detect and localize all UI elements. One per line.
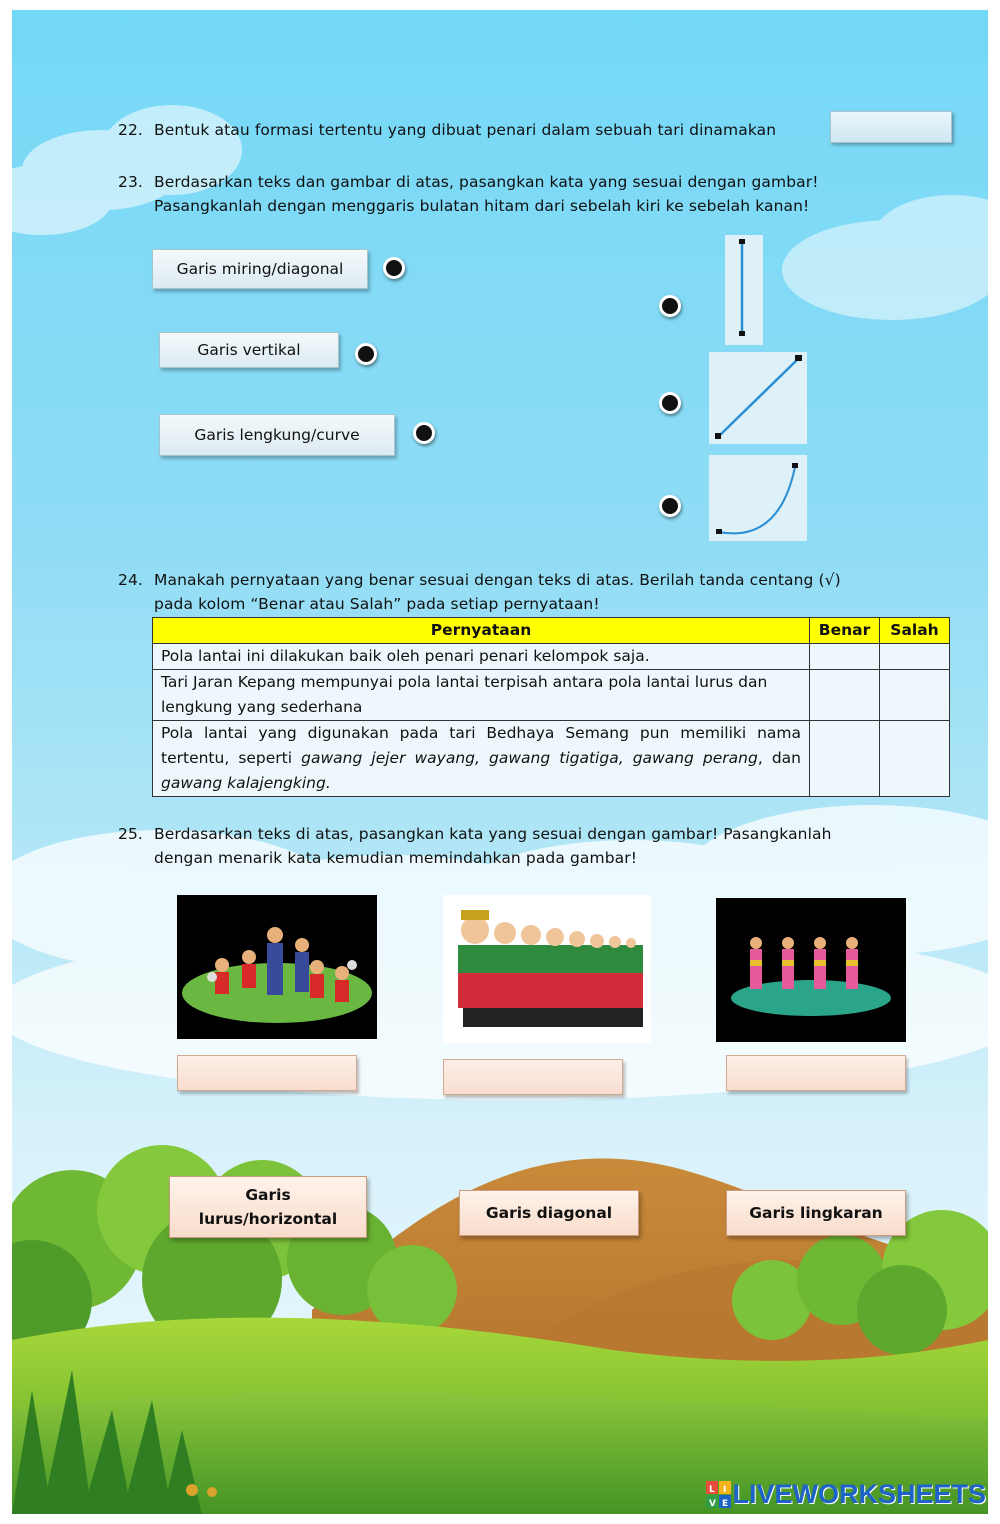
statement-text: , dan <box>757 749 801 767</box>
question-number: 23. <box>118 173 143 191</box>
answer-input-22[interactable] <box>830 111 952 143</box>
match-word-label: Garis vertikal <box>197 341 301 359</box>
false-check-cell[interactable] <box>880 644 950 670</box>
right-dot-1[interactable] <box>659 295 681 317</box>
right-dot-2[interactable] <box>659 392 681 414</box>
header-true: Benar <box>810 618 880 644</box>
drag-word-circle[interactable] <box>726 1190 906 1236</box>
drag-word-label: Garis lingkaran <box>749 1204 883 1222</box>
statement-cell: Tari Jaran Kepang mempunyai pola lantai terpisah antara pola lantai lurus dan lengkung yang sederhana <box>153 670 810 721</box>
dancers-straight-row-image <box>443 895 651 1043</box>
dancers-circle-formation-image <box>177 895 377 1039</box>
true-check-cell[interactable] <box>810 721 880 797</box>
brand-name: LIVEWORKSHEETS <box>732 1479 986 1509</box>
statement-cell: Pola lantai ini dilakukan baik oleh penari penari kelompok saja. <box>153 644 810 670</box>
question-text: Bentuk atau formasi tertentu yang dibuat penari dalam sebuah tari dinamakan <box>154 121 777 139</box>
drop-zone-1[interactable] <box>177 1055 357 1091</box>
table-row <box>153 644 950 670</box>
left-dot-1[interactable] <box>383 257 405 279</box>
true-check-cell[interactable] <box>810 670 880 721</box>
match-word-vertical[interactable] <box>159 332 339 368</box>
statement-italic: gawang kalajengking. <box>161 774 331 792</box>
statement-text: Pola lantai yang digunakan pada tari Bedhaya Semang pun memiliki nama tertentu, seperti <box>161 724 801 767</box>
left-dot-2[interactable] <box>355 343 377 365</box>
liveworksheets-logo <box>706 1479 986 1510</box>
header-statement: Pernyataan <box>153 618 810 644</box>
statement-cell <box>153 721 810 797</box>
question-text-line2: Pasangkanlah dengan menggaris bulatan hitam dari sebelah kiri ke sebelah kanan! <box>154 197 810 215</box>
false-check-cell[interactable] <box>880 670 950 721</box>
vertical-line-image <box>725 235 763 345</box>
cloud-right <box>782 195 988 320</box>
question-number: 22. <box>118 121 143 139</box>
svg-text:I: I <box>723 1484 727 1495</box>
drag-word-diagonal[interactable] <box>459 1190 639 1236</box>
false-check-cell[interactable] <box>880 721 950 797</box>
question-text-line1: Berdasarkan teks dan gambar di atas, pasangkan kata yang sesuai dengan gambar! <box>154 173 819 191</box>
left-dot-3[interactable] <box>413 422 435 444</box>
question-text-line1: Manakah pernyataan yang benar sesuai dengan teks di atas. Berilah tanda centang (√) <box>154 571 841 589</box>
statement-table <box>152 617 950 797</box>
curve-line-image <box>709 455 807 541</box>
drop-zone-2[interactable] <box>443 1059 623 1095</box>
live-badge-icon <box>706 1481 732 1509</box>
table-header-row <box>153 618 950 644</box>
true-check-cell[interactable] <box>810 644 880 670</box>
drag-word-label: Garis lurus/horizontal <box>198 1186 338 1228</box>
diagonal-line-image <box>709 352 807 444</box>
drag-word-label: Garis diagonal <box>485 1204 613 1222</box>
dancers-diagonal-image <box>716 898 906 1042</box>
svg-text:E: E <box>722 1498 729 1509</box>
question-text-line2: pada kolom “Benar atau Salah” pada setiap pernyataan! <box>154 595 600 613</box>
match-word-label: Garis miring/diagonal <box>176 260 344 278</box>
worksheet-page <box>12 10 988 1514</box>
table-row <box>153 670 950 721</box>
drag-word-horizontal[interactable] <box>169 1176 367 1238</box>
question-text-line2: dengan menarik kata kemudian memindahkan pada gambar! <box>154 849 638 867</box>
question-text-line1: Berdasarkan teks di atas, pasangkan kata yang sesuai dengan gambar! Pasangkanlah <box>154 825 832 843</box>
question-number: 25. <box>118 825 143 843</box>
match-word-curve[interactable] <box>159 414 395 456</box>
drop-zone-3[interactable] <box>726 1055 906 1091</box>
svg-text:V: V <box>709 1498 717 1509</box>
match-word-diagonal[interactable] <box>152 249 368 289</box>
statement-italic: gawang jejer wayang, gawang tigatiga, gawang perang <box>301 749 758 767</box>
question-number: 24. <box>118 571 143 589</box>
svg-text:L: L <box>709 1484 716 1495</box>
match-word-label: Garis lengkung/curve <box>194 426 360 444</box>
right-dot-3[interactable] <box>659 495 681 517</box>
table-row <box>153 721 950 797</box>
header-false: Salah <box>880 618 950 644</box>
